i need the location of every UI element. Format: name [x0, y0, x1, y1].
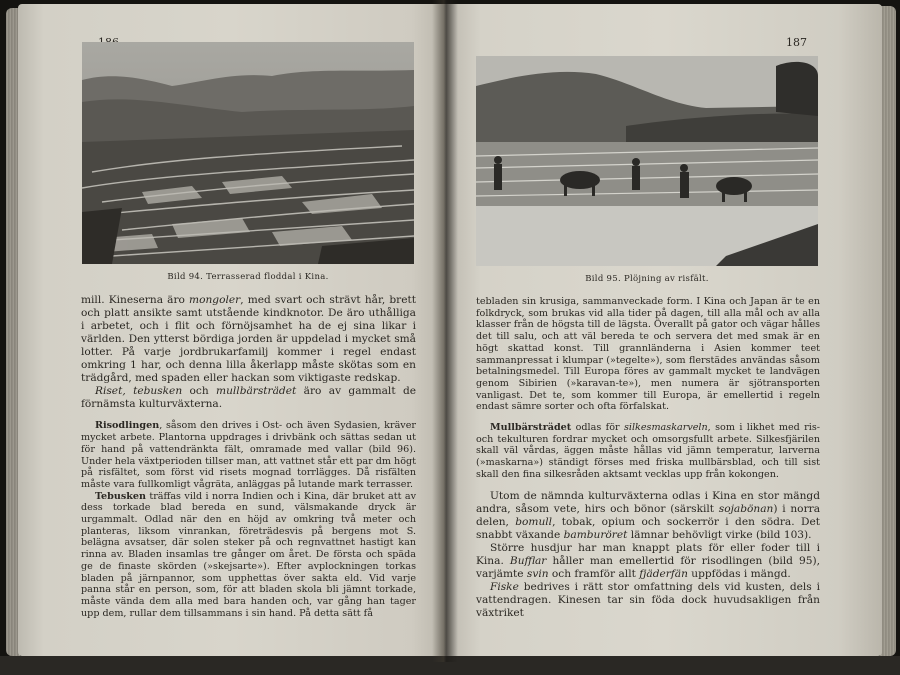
terraced-valley-photo [82, 42, 414, 264]
crops-paragraph [81, 385, 416, 411]
text-run: lämnar behövligt virke (bild 103). [627, 528, 812, 541]
tea-continued-paragraph: tebladen sin krusiga, sammanveckade form. I Kina och Japan är te en folkdryck, som brukas vid alla tider på dagen, till alla mål och av alla klasser från de högsta till de lägsta. Överallt på gator och vägar hålles det till salu, och att väl bereda te och servera det med smak är en högt skattad konst. Till grannländerna i Asien kommer teet sammanpressat i klumpar (»tegelte»), som flerstädes användas såsom betalningsmedel. Till Europa föres av gammalt mycket te landvägen genom Sibirien (»karavan-te»), men numera är sjötransporten vanligast. Det te, som kommer till Europa, är emellertid i regeln endast sämre sorter och ofta förfalskat. [476, 296, 820, 413]
text-run: , med svart och strävt hår, brett och platt ansikte samt utstående kindknotor. De äro uthålliga i arbetet, och i flit och förnöjsamhet ha de ej sina likar i världen. Den ytterst bördiga jorden är uppdelad i mycket små lotter. På varje jordbrukarfamilj kommer i regel endast omkring 1 har, och denna lilla åkerlapp måste skötas som en trädgård, med spaden eller hackan som viktigaste redskap. [81, 294, 416, 385]
text-run: mill. Kineserna äro [81, 294, 190, 306]
left-page [18, 4, 446, 656]
emphasis-run: fjäderfän [639, 567, 688, 580]
other-crops-paragraph [476, 490, 820, 542]
emphasis-run: Fiske [490, 580, 519, 593]
text-run: Större husdjur har man knappt plats för eller foder till i Kina. [476, 541, 820, 567]
emphasis-run: mullbärsträdet [216, 385, 297, 398]
emphasis-run: silkesmaskarveln [623, 422, 708, 434]
fishing-paragraph [476, 581, 820, 620]
book-spine-gutter [432, 0, 458, 662]
right-body-text [476, 296, 820, 620]
emphasis-run: Riset, tebusken [95, 385, 183, 398]
rice-paragraph [81, 420, 416, 490]
left-body-text [81, 294, 416, 619]
right-page-number: 187 [786, 36, 807, 49]
tea-paragraph [81, 491, 416, 620]
emphasis-run: bamburöret [563, 528, 628, 541]
left-photo-caption [82, 272, 414, 282]
caption-text: Bild 95. Plöjning av risfält. [585, 274, 709, 284]
text-run: Utom de nämnda kulturväxterna odlas i Kina en stor mängd andra, såsom vete, hirs och bönor (särskilt [476, 489, 820, 515]
text-run: odlas för [571, 422, 624, 434]
rice-field-plowing-photo [476, 56, 818, 266]
livestock-paragraph [476, 542, 820, 581]
section-heading: Mullbärsträdet [490, 422, 572, 434]
text-run: , tobak, opium och sockerrör i den södra. Det snabbt växande [476, 515, 820, 541]
emphasis-run: mongoler [189, 294, 241, 306]
text-run: , som i likhet med ris- och tekulturen fordrar mycket och omsorgsfullt arbete. Silkesfjärilen skall väl vårdas, äggen måste hållas vid jämn temperatur, larverna (»maskarna») ständigt förses med friska mullbärsblad, och till sist skall den fina silkesråden aktsamt vecklas upp från kokongen. [476, 422, 820, 480]
caption-text: Bild 94. Terrasserad floddal i Kina. [167, 272, 329, 282]
text-run: bedrives i rätt stor omfattning dels vid kusten, dels i vattendragen. Kinesen tar sin föda dock huvudsakligen från växtriket [476, 580, 820, 619]
text-run: träffas vild i norra Indien och i Kina, där bruket att av dess torkade blad bereda en sund, välsmakande dryck är urgammalt. Odlad när den en höjd av omkring två meter och planteras, liksom vinrankan, företrädesvis på bergens mot S. belägna avsatser, där solen steker på och regnvattnet hastigt kan rinna av. Bladen insamlas tre gånger om året. De första och späda ge de finaste skörden (»skejsarte»). Efter avplockningen torkas bladen på järnpannor, som upphettas över sakta eld. Vid varje panna står en person, som, för att bladen skola bli jämnt torkade, måste vända dem alla med bara handen och, var gång han tager upp dem, rullar dem tillsammans i sin hand. På detta sätt få [81, 490, 416, 619]
section-heading: Risodlingen [95, 420, 160, 432]
right-page-stack-edge [880, 6, 896, 656]
text-run: ) i norra delen, [476, 502, 821, 528]
right-page [446, 4, 882, 656]
rice-field-illustration [476, 56, 818, 266]
emphasis-run: bomull [515, 515, 553, 528]
text-run: äro av gammalt de förnämsta kulturväxterna. [81, 385, 416, 411]
mulberry-paragraph [476, 422, 820, 481]
emphasis-run: sojabönan [718, 502, 774, 515]
intro-paragraph [81, 294, 416, 385]
text-run: , såsom den drives i Ost- och även Sydasien, kräver mycket arbete. Plantorna uppdrages i drivbänk och sättas sedan ut för hand på vattendränkta fält, omramade med vallar (bild 96). Under hela växtperioden tillser man, att vattnet står ett par dm högt på risfältet, som först vid risets mognad torrlägges. Då risfälten måste vara fullkomligt vågräta, anläggas på lutande mark terrasser. [81, 420, 416, 490]
text-run: uppfödas i mängd. [687, 567, 791, 580]
text-run: och [182, 385, 217, 398]
text-run: och framför allt [548, 567, 640, 580]
terraced-valley-illustration [82, 42, 414, 264]
text-run: håller man emellertid för risodlingen (bild 95), varjämte [476, 554, 820, 580]
emphasis-run: Bufflar [509, 554, 547, 567]
right-photo-caption [476, 274, 818, 284]
section-heading: Tebusken [95, 490, 146, 502]
emphasis-run: svin [526, 567, 549, 580]
